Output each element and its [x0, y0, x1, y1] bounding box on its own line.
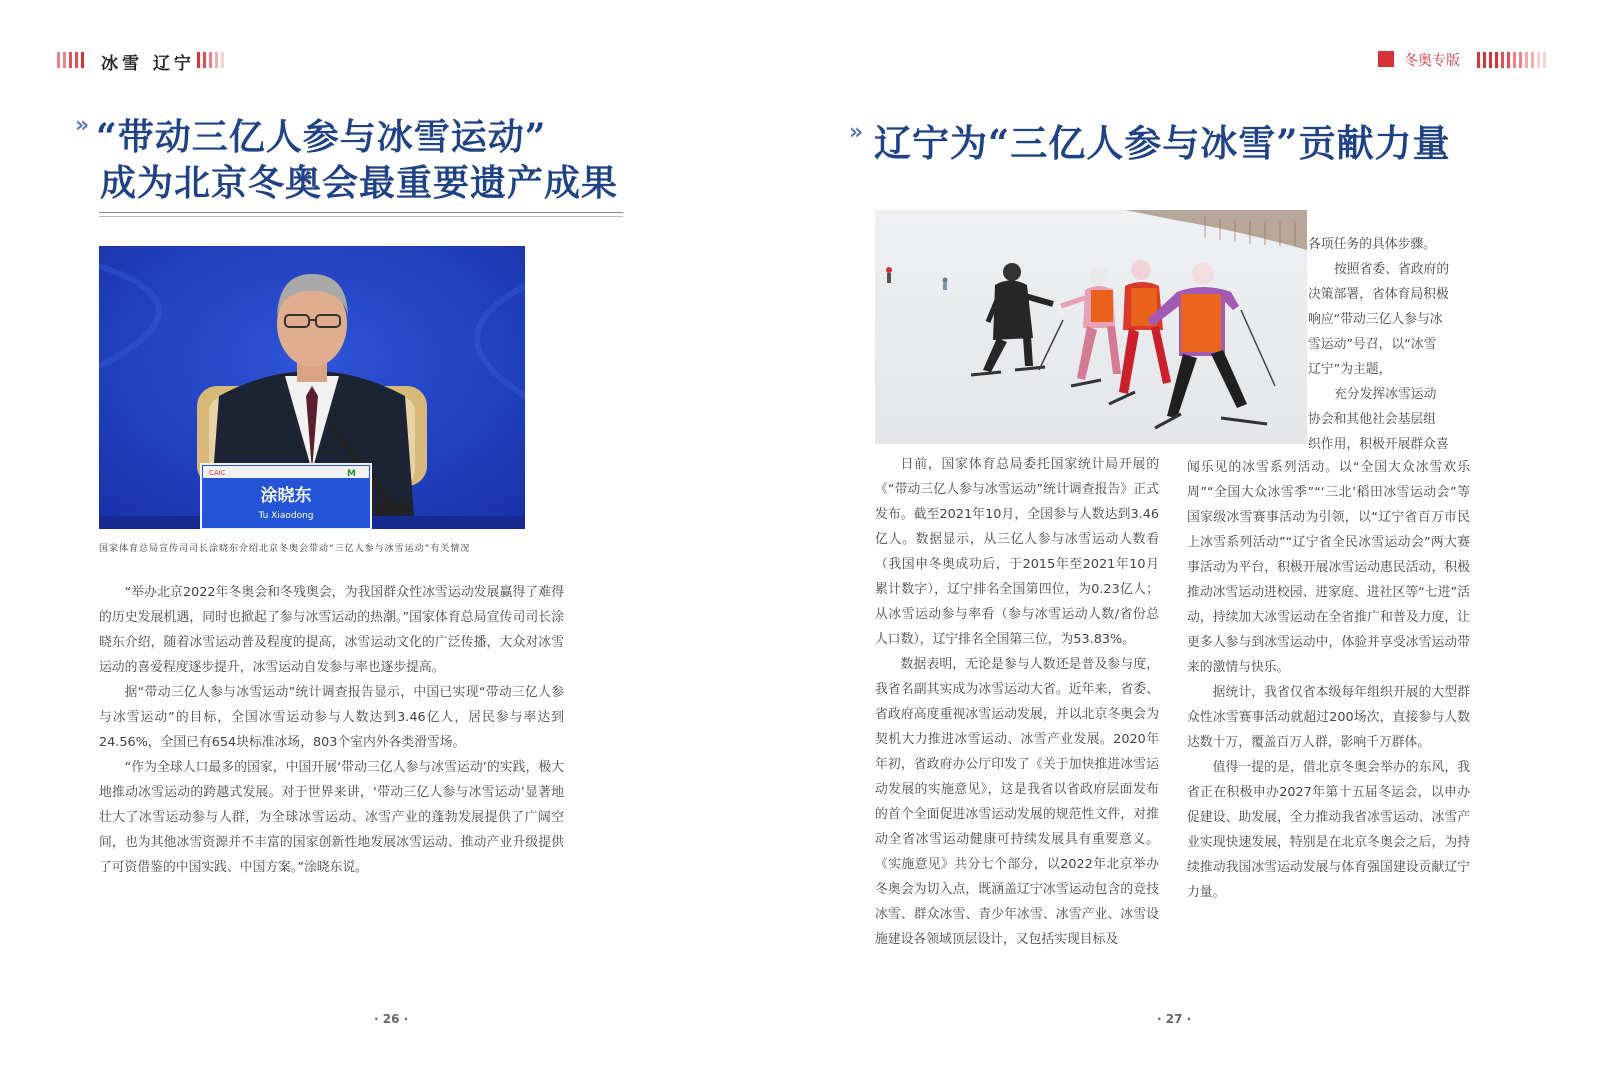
press-conference-photo [99, 246, 525, 529]
column-2 [1187, 455, 1470, 905]
page-number: · 26 · [374, 1012, 409, 1026]
section-label: 冰雪 辽宁 [101, 54, 195, 74]
col2-paragraph-1: 闻乐见的冰雪系列活动。以“全国大众冰雪欢乐周”“全国大众冰雪季”“‘三北’稻田冰雪运动会”等国家级冰雪赛事活动为引领，以“辽宁省百万市民上冰雪系列活动”“辽宁省全民冰雪运动会”两大赛事活动为平台，积极开展冰雪运动惠民活动，积极推动冰雪运动进校园、进家庭、进社区等“七进”活动，持续加大冰雪运动在全省推广和普及力度，让更多人参与到冰雪运动中，体验并享受冰雪运动带来的激情与快乐。 [1187, 460, 1470, 675]
col1-paragraph-2: 数据表明，无论是参与人数还是普及参与度，我省名副其实成为冰雪运动大省。近年来，省委、省政府高度重视冰雪运动发展，并以北京冬奥会为契机大力推进冰雪运动、冰雪产业发展。2020年年初，省政府办公厅印发了《关于加快推进冰雪运动发展的实施意见》，这是我省以省政府层面发布的首个全面促进冰雪运动发展的规范性文件，对推动全省冰雪运动健康可持续发展具有重要意义。《实施意见》共分七个部分，以2022年北京举办冬奥会为切入点，既涵盖辽宁冰雪运动包含的竞技冰雪、群众冰雪、青少年冰雪、冰雪产业、冰雪设施建设各领域顶层设计，又包括实现目标及 [875, 657, 1159, 947]
column-1 [875, 452, 1159, 952]
chevron-double-right-icon: » [849, 120, 864, 145]
article-body-left [99, 580, 564, 880]
red-square-icon [1378, 51, 1394, 67]
page-number: · 27 · [1157, 1012, 1192, 1026]
svg-text:CAIC: CAIC [209, 469, 226, 477]
section-label: 冬奥专版 [1404, 53, 1460, 69]
paragraph-2: 据“带动三亿人参与冰雪运动”统计调查报告显示，中国已实现“带动三亿人参与冰雪运动”的目标，全国冰雪运动参与人数达到3.46亿人，居民参与率达到24.56%，全国已有654块标准冰场，803个室内外各类滑雪场。 [99, 685, 564, 750]
col2-line-9: 织作用，积极开展群众喜 [1308, 437, 1449, 452]
col1-paragraph-1: 日前，国家体育总局委托国家统计局开展的《“带动三亿人参与冰雪运动”统计调查报告》正式发布。截至2021年10月，全国参与人数达到3.46亿人。数据显示，从三亿人参与冰雪运动人数看（我国申冬奥成功后，于2015年至2021年10月累计数字），辽宁排名全国第四位，为0.23亿人；从冰雪运动参与率看（参与冰雪运动人数/省份总人口数），辽宁排名全国第三位，为53.83%。 [875, 457, 1159, 647]
header-stripes-right [197, 52, 224, 68]
headline [96, 114, 618, 206]
col2-line-7: 充分发挥冰雪运动 [1334, 387, 1437, 402]
paragraph-1: “举办北京2022年冬奥会和冬残奥会，为我国群众性冰雪运动发展赢得了难得的历史发展机遇，同时也掀起了参与冰雪运动的热潮。”国家体育总局宣传司司长涂晓东介绍，随着冰雪运动普及程度的提高，冰雪运动文化的广泛传播，大众对冰雪运动的喜爱程度逐步提升，冰雪运动自发参与率也逐步提高。 [99, 585, 564, 675]
col2-paragraph-3: 值得一提的是，借北京冬奥会举办的东风，我省正在积极申办2027年第十五届冬运会，以申办促建设、助发展，全力推动我省冰雪运动、冰雪产业实现快速发展，特别是在北京冬奥会之后，为持续推动我国冰雪运动发展与体育强国建设贡献辽宁力量。 [1187, 760, 1470, 900]
col2-line-4: 响应“带动三亿人参与冰 [1308, 312, 1443, 327]
headline-rule-2 [99, 216, 623, 217]
chevron-double-right-icon: » [75, 113, 90, 138]
col2-line-6: 辽宁”为主题， [1308, 362, 1392, 377]
header-stripes-left [57, 52, 84, 68]
col2-line-3: 决策部署，省体育局积极 [1308, 287, 1449, 302]
paragraph-3: “作为全球人口最多的国家，中国开展‘带动三亿人参与冰雪运动’的实践，极大地推动冰雪运动的跨越式发展。对于世界来讲，‘带动三亿人参与冰雪运动’显著地壮大了冰雪运动参与人群，为全球冰雪运动、冰雪产业的蓬勃发展提供了广阔空间，也为其他冰雪资源并不丰富的国家创新性地发展冰雪运动、推动产业升级提供了可资借鉴的中国实践、中国方案。”涂晓东说。 [99, 760, 564, 875]
photo-caption: 国家体育总局宣传司司长涂晓东介绍北京冬奥会带动“三亿人参与冰雪运动”有关情况 [99, 544, 471, 554]
svg-text:M: M [347, 469, 356, 479]
headline-line-1: “带动三亿人参与冰雪运动” [96, 116, 547, 158]
col2-line-1: 各项任务的具体步骤。 [1308, 237, 1436, 252]
headline-rule [99, 212, 623, 213]
column-2-top [1308, 232, 1478, 457]
ski-lesson-photo [875, 210, 1307, 444]
headline-line-2: 成为北京冬奥会最重要遗产成果 [100, 162, 619, 204]
col2-line-5: 雪运动”号召，以“冰雪 [1308, 337, 1437, 352]
headline: 辽宁为“三亿人参与冰雪”贡献力量 [874, 121, 1451, 165]
header-stripes [1477, 52, 1546, 68]
col2-paragraph-2: 据统计，我省仅省本级每年组织开展的大型群众性冰雪赛事活动就超过200场次，直接参与人数达数十万，覆盖百万人群，影响千万群体。 [1187, 685, 1470, 750]
col2-line-2: 按照省委、省政府的 [1334, 262, 1450, 277]
col2-line-8: 协会和其他社会基层组 [1308, 412, 1436, 427]
nameplate-name: 涂晓东 [260, 486, 312, 506]
nameplate-pinyin: Tu Xiaodong [258, 511, 314, 521]
right-page [800, 0, 1600, 1092]
